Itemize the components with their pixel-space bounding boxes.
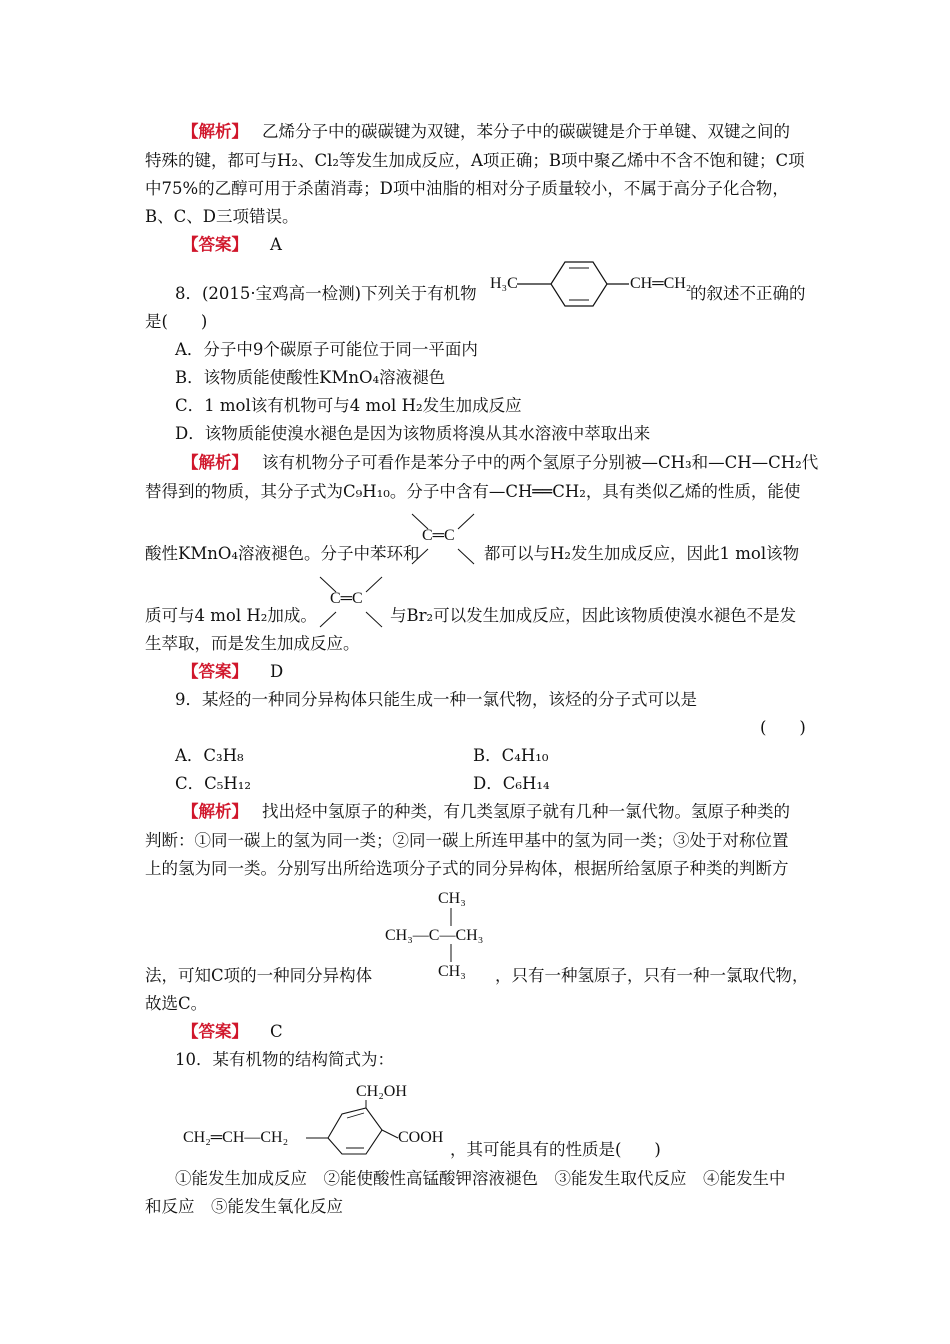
neopentane-bottom: CH₃: [438, 963, 466, 980]
q9-answer-bracket: ( ): [760, 718, 806, 737]
q8-jiexi-line-3a: 酸性KMnO₄溶液褪色。分子中苯环和: [145, 544, 420, 563]
q8-option-c: C．1 mol该有机物可与4 mol H₂发生加成反应: [175, 396, 522, 415]
q8-stem-line2: 是( ): [145, 312, 208, 331]
q10-stem: 10．某有机物的结构简式为：: [175, 1050, 394, 1069]
q9-jiexi-line-1: 找出烃中氢原子的种类，有几类氢原子就有几种一氯代物。氢原子种类的: [262, 802, 790, 821]
q8-jiexi-line-2: 替得到的物质，其分子式为C₉H₁₀。分子中含有—CH══CH₂，具有类似乙烯的性质，能使: [145, 482, 801, 501]
q9-jiexi-line-3: 上的氢为同一类。分别写出所给选项分子式的同分异构体，根据所给氢原子种类的判断方: [145, 859, 789, 878]
q10-substituent-left: CH₂═CH—CH₂: [183, 1129, 289, 1146]
q8-option-a: A．分子中9个碳原子可能位于同一平面内: [175, 340, 478, 359]
q8-jiexi-line-1: 该有机物分子可看作是苯分子中的两个氢原子分别被—CH₃和—CH—CH₂代: [262, 453, 819, 472]
q9-option-b: B．C₄H₁₀: [473, 746, 549, 765]
q7-answer: 【答案】 A: [182, 235, 282, 254]
q7-jiexi-line-3: 中75%的乙醇可用于杀菌消毒；D项中油脂的相对分子质量较小，不属于高分子化合物，: [145, 179, 789, 198]
q8-option-d: D．该物质能使溴水褪色是因为该物质将溴从其水溶液中萃取出来: [175, 424, 651, 443]
q9-answer: 【答案】 C: [182, 1022, 283, 1041]
q9-jiexi-line-4a: 法，可知C项的一种同分异构体: [145, 966, 373, 985]
q8-stem-after: 的叙述不正确的: [690, 284, 806, 303]
q7-jiexi-line-4: B、C、D三项错误。: [145, 207, 299, 226]
q8-molecule-left: H₃C: [490, 275, 518, 292]
q7-jiexi-line-2: 特殊的键，都可与H₂、Cl₂等发生加成反应，A项正确；B项中聚乙烯中不含不饱和键；C项: [145, 151, 805, 170]
q8-jiexi-line-3b: 都可以与H₂发生加成反应，因此1 mol该物: [484, 544, 800, 563]
q8-jiexi-line-5: 生萃取，而是发生加成反应。: [145, 634, 360, 653]
q8-stem: 8．(2015·宝鸡高一检测)下列关于有机物: [175, 284, 477, 303]
q10-stem-after: ，其可能具有的性质是( ): [450, 1140, 661, 1159]
q10-properties-line-2: 和反应 ⑤能发生氧化反应: [145, 1197, 343, 1216]
q9-option-a: A．C₃H₈: [175, 746, 244, 765]
q9-jiexi-tag: 【解析】: [182, 802, 248, 821]
q8-jiexi-tag: 【解析】: [182, 453, 248, 472]
q9-option-c: C．C₅H₁₂: [175, 774, 251, 793]
cc-double-bond-label-2: C═C: [330, 590, 363, 607]
q8-benzene-ring: [515, 258, 645, 308]
q10-properties-line-1: ①能发生加成反应 ②能使酸性高锰酸钾溶液褪色 ③能发生取代反应 ④能发生中: [175, 1169, 786, 1188]
q10-substituent-top: CH₂OH: [356, 1083, 407, 1100]
q10-substituent-right: COOH: [398, 1129, 444, 1146]
q8-jiexi-line-4a: 质可与4 mol H₂加成。: [145, 606, 317, 625]
q9-stem: 9．某烃的一种同分异构体只能生成一种一氯代物，该烃的分子式可以是: [175, 690, 697, 709]
neopentane-top: CH₃: [438, 890, 466, 907]
q8-option-b: B．该物质能使酸性KMnO₄溶液褪色: [175, 368, 446, 387]
q7-jiexi-tag: 【解析】: [182, 122, 248, 141]
q9-jiexi-line-4b: ，只有一种氢原子，只有一种一氯取代物，: [495, 966, 809, 985]
q8-molecule-right: CH═CH₂: [630, 275, 692, 292]
q8-jiexi-line-4b: 与Br₂可以发生加成反应，因此该物质使溴水褪色不是发: [390, 606, 797, 625]
q8-answer: 【答案】 D: [182, 662, 284, 681]
neopentane-middle: CH₃—C—CH₃: [385, 927, 484, 944]
q10-benzene-ring: [300, 1100, 410, 1160]
cc-double-bond-label-1: C═C: [422, 527, 455, 544]
q9-jiexi-line-5: 故选C。: [145, 994, 208, 1013]
q7-jiexi-line-1: 乙烯分子中的碳碳键为双键，苯分子中的碳碳键是介于单键、双键之间的: [262, 122, 790, 141]
q9-jiexi-line-2: 判断：①同一碳上的氢为同一类；②同一碳上所连甲基中的氢为同一类；③处于对称位置: [145, 831, 789, 850]
q9-option-d: D．C₆H₁₄: [473, 774, 550, 793]
